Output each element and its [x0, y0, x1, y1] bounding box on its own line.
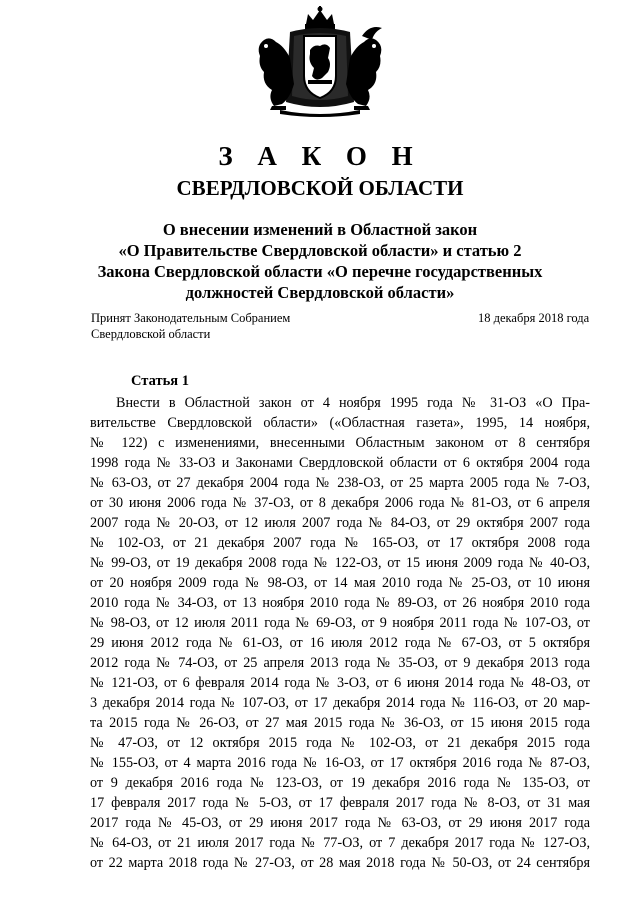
body-line: от 30 июня 2006 года № 37-ОЗ, от 8 декабря 2006 года № 81-ОЗ, от 6 апреля	[90, 495, 590, 511]
body-line: вительстве Свердловской области» («Областная газета», 1995, 14 ноября,	[90, 415, 590, 431]
subtitle-line: должностей Свердловской области»	[185, 283, 455, 302]
body-line: № 98-ОЗ, от 12 июля 2011 года № 69-ОЗ, от 9 ноября 2011 года № 107-ОЗ, от	[90, 615, 590, 631]
article-heading: Статья 1	[131, 373, 189, 389]
subtitle-line: Закона Свердловской области «О перечне государственных	[97, 262, 543, 281]
body-line: та 2015 года № 26-ОЗ, от 27 мая 2015 года № 36-ОЗ, от 15 июня 2015 года	[90, 715, 590, 731]
body-line: № 121-ОЗ, от 6 февраля 2014 года № 3-ОЗ, от 6 июня 2014 года № 48-ОЗ, от	[90, 675, 590, 691]
subtitle-line: «О Правительстве Свердловской области» и статью 2	[118, 241, 522, 260]
law-subtitle	[60, 219, 580, 303]
article-body	[90, 393, 590, 873]
adopted-by-line: Принят Законодательным Собранием	[91, 311, 291, 325]
body-line: № 63-ОЗ, от 27 декабря 2004 года № 238-ОЗ, от 25 марта 2005 года № 7-ОЗ,	[90, 475, 590, 491]
body-line: 2010 года № 34-ОЗ, от 13 ноября 2010 года № 89-ОЗ, от 26 ноября 2010 года	[90, 595, 590, 611]
body-line: № 122) с изменениями, внесенными Областным законом от 8 сентября	[90, 435, 590, 451]
body-line: 1998 года № 33-ОЗ и Законами Свердловской области от 6 октября 2004 года	[90, 455, 590, 471]
body-line: № 155-ОЗ, от 4 марта 2016 года № 16-ОЗ, от 17 октября 2016 года № 87-ОЗ,	[90, 755, 590, 771]
body-line: 2012 года № 74-ОЗ, от 25 апреля 2013 года № 35-ОЗ, от 9 декабря 2013 года	[90, 655, 590, 671]
body-line: от 9 декабря 2016 года № 123-ОЗ, от 19 декабря 2016 года № 135-ОЗ, от	[90, 775, 590, 791]
body-line: от 22 марта 2018 года № 27-ОЗ, от 28 мая 2018 года № 50-ОЗ, от 24 сентября	[90, 855, 590, 871]
subtitle-line: О внесении изменений в Областной закон	[162, 220, 478, 239]
body-line: 2007 года № 20-ОЗ, от 12 июля 2007 года № 84-ОЗ, от 29 октября 2007 года	[90, 515, 590, 531]
body-line: 17 февраля 2017 года № 5-ОЗ, от 17 февраля 2017 года № 8-ОЗ, от 31 мая	[90, 795, 590, 811]
body-line: № 64-ОЗ, от 21 июля 2017 года № 77-ОЗ, от 7 декабря 2017 года № 127-ОЗ,	[90, 835, 590, 851]
body-line: № 47-ОЗ, от 12 октября 2015 года № 102-ОЗ, от 21 декабря 2015 года	[90, 735, 590, 751]
document-title: З А К О Н	[218, 141, 422, 171]
adopted-by	[91, 310, 290, 342]
crown-icon	[305, 6, 335, 29]
body-line: № 99-ОЗ, от 19 декабря 2008 года № 122-ОЗ, от 15 июня 2009 года № 40-ОЗ,	[90, 555, 590, 571]
region-title: СВЕРДЛОВСКОЙ ОБЛАСТИ	[176, 176, 464, 200]
body-line: № 102-ОЗ, от 21 декабря 2007 года № 165-ОЗ, от 17 октября 2008 года	[90, 535, 590, 551]
adoption-date: 18 декабря 2018 года	[478, 311, 590, 325]
body-line: 2017 года № 45-ОЗ, от 29 июня 2017 года № 63-ОЗ, от 29 июня 2017 года	[90, 815, 590, 831]
body-line: от 20 ноября 2009 года № 98-ОЗ, от 14 мая 2010 года № 25-ОЗ, от 10 июня	[90, 575, 590, 591]
body-line: 29 июня 2012 года № 61-ОЗ, от 16 июля 2012 года № 67-ОЗ, от 5 октября	[90, 635, 590, 651]
body-line: 3 декабря 2014 года № 107-ОЗ, от 17 декабря 2014 года № 116-ОЗ, от 20 мар-	[90, 695, 590, 711]
body-line: Внести в Областной закон от 4 ноября 1995 года № 31-ОЗ «О Пра-	[116, 395, 590, 411]
adopted-by-line: Свердловской области	[91, 327, 211, 341]
coat-of-arms-icon	[250, 6, 390, 118]
